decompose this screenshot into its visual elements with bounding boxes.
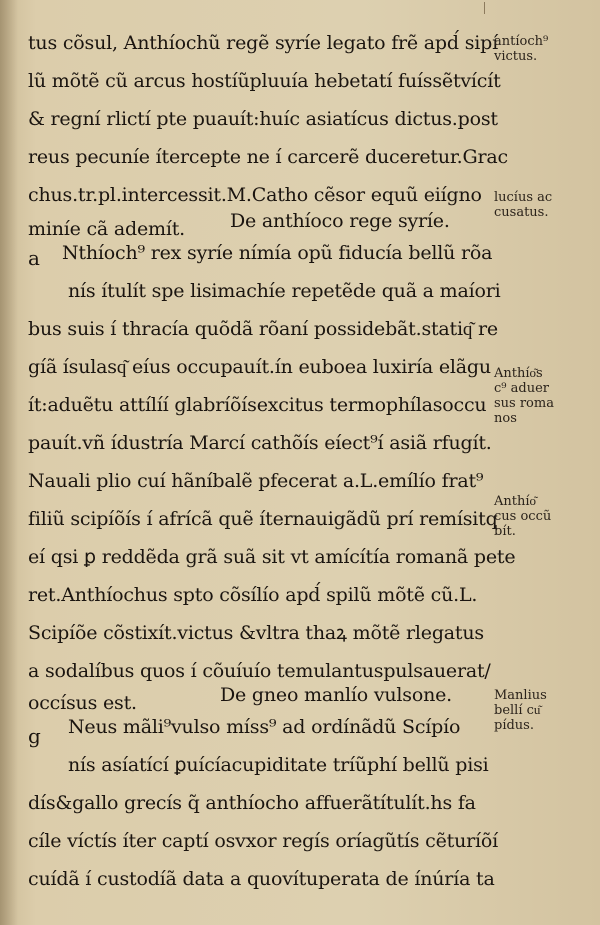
margin-note-line: lucíus ac — [494, 190, 553, 205]
text-line: ret.Anthíochus spto cõsílío apd́ spilũ mõtẽ cũ.L. — [28, 584, 478, 606]
margin-note-line: Anthío͂s — [494, 366, 543, 381]
text-line: occísus est. — [28, 692, 137, 714]
text-line: cíle víctís íter captí osvxor regís oríagũtís cẽturíõí — [28, 830, 499, 852]
text-line: Nthíoch⁹ rex syríe nímía opũ fiducía bellũ rõa — [62, 242, 493, 264]
margin-note-line: cus occũ — [494, 509, 552, 524]
text-line: gíã ísulasq͂ eíus occupauít.ín euboea luxiría elãgu — [28, 356, 491, 378]
text-line: a sodalíbus quos í cõuíuío temulantuspulsauerat/ — [28, 660, 491, 682]
text-line: lũ mõtẽ cũ arcus hostíũpluuía hebetatí fuíssẽtvícít — [28, 70, 501, 92]
text-line: cuídã í custodíã data a quovítuperata de ínúría ta — [28, 868, 495, 890]
margin-note-line: bít. — [494, 524, 516, 539]
text-line: pauít.vñ ídustría Marcí cathõís eíect⁹í asiã rfugít. — [28, 432, 492, 454]
text-line: Nauali plio cuí hãníbalẽ pfecerat a.L.emílío frat⁹ — [28, 470, 484, 492]
margin-note-antiochus-occubit — [494, 494, 594, 539]
text-line: eí qsi ꝑ reddẽda grã suã sit vt amícítía romanã pete — [28, 546, 516, 568]
margin-note-line: c⁹ aduer — [494, 381, 549, 396]
margin-note-line: antíoch⁹ — [494, 34, 549, 49]
text-line: ít:aduẽtu attílíí glabríõísexcitus termophílasoccu — [28, 394, 487, 416]
text-line: nís ítulít spe lisimachíe repetẽde quã a maíori — [68, 280, 501, 302]
initial-letter-g: g — [28, 724, 41, 748]
margin-note-manlius — [494, 688, 594, 733]
text-line: nís asíatící ꝑuícíacupiditate tríũphí bellũ pisi — [68, 754, 489, 776]
section-heading-antiochus: De anthíoco rege syríe. — [230, 210, 450, 232]
text-line: filiũ scipíõís í afrícã quẽ íternauigãdũ prí remísitq — [28, 508, 498, 530]
text-line: & regní rlictí pte puauít:huíc asiatícus dictus.post — [28, 108, 498, 130]
margin-note-line: Manlius — [494, 688, 547, 703]
text-line: miníe cã ademít. — [28, 218, 186, 240]
margin-note-line: nos — [494, 411, 517, 426]
gutter-shadow — [0, 0, 18, 925]
text-line: chus.tr.pl.intercessit.M.Catho cẽsor equũ eiígno — [28, 184, 482, 206]
section-heading-manlius: De gneo manlío vulsone. — [220, 684, 453, 706]
margin-note-line: victus. — [494, 49, 538, 64]
margin-note-line: pídus. — [494, 718, 534, 733]
margin-note-antiochus-adversus — [494, 366, 594, 426]
margin-note-lucius-accusatus — [494, 190, 594, 220]
text-line: Neus mãli⁹vulso míss⁹ ad ordínãdũ Scípío — [68, 716, 461, 738]
margin-note-line: sus roma — [494, 396, 554, 411]
text-line: tus cõsul, Anthíochũ regẽ syríe legato frẽ apd́ sipí — [28, 32, 498, 54]
initial-letter-a: a — [28, 246, 40, 270]
page-mark — [484, 2, 485, 14]
margin-note-line: cusatus. — [494, 205, 549, 220]
text-line: Scipíõe cõstixít.victus &vltra thaꝝ mõtẽ rlegatus — [28, 622, 484, 644]
text-line: reus pecuníe ítercepte ne í carcerẽ duceretur.Grac — [28, 146, 508, 168]
text-line: dís&gallo grecís q̃ anthíocho affuerãtítulít.hs fa — [28, 792, 476, 814]
margin-note-line: Anthío͂ — [494, 494, 537, 509]
margin-note-antiochus-victus — [494, 34, 594, 64]
margin-note-line: bellí cu͂ — [494, 703, 541, 718]
text-line: bus suis í thracía quõdã rõaní possidebãt.statiq͂ re — [28, 318, 498, 340]
